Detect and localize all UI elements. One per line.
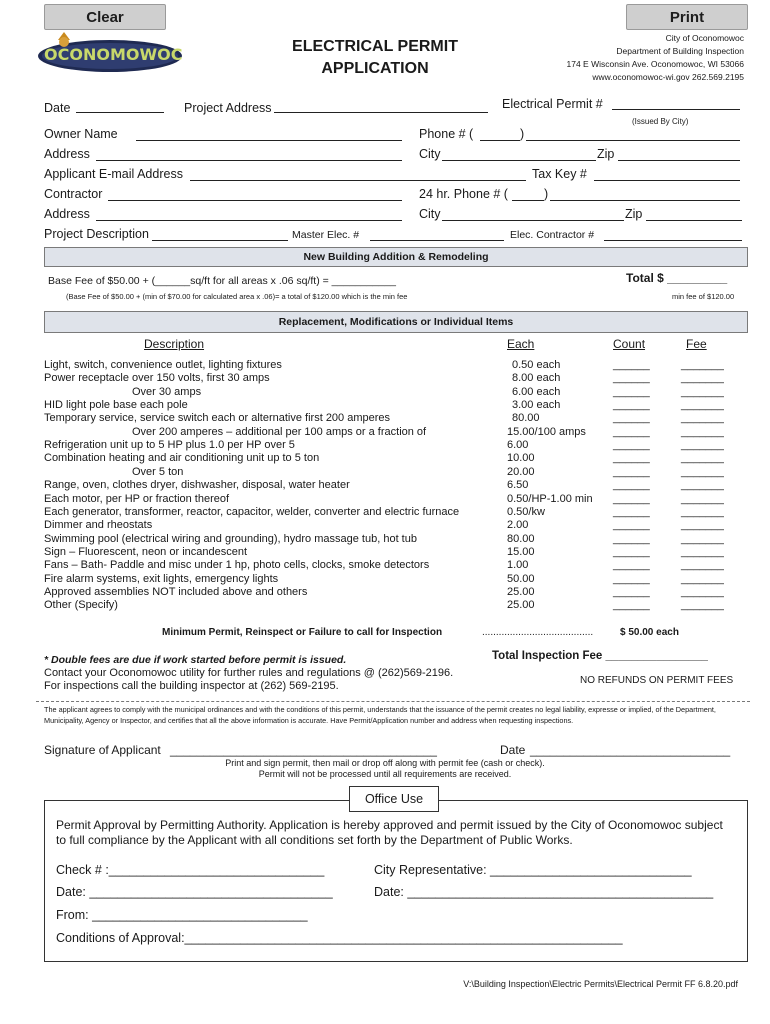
fee-item-fee[interactable]: _______ — [681, 519, 724, 532]
form-title — [280, 36, 470, 80]
master-elec-field[interactable] — [370, 240, 504, 241]
signature-date-line[interactable]: ______________________________ — [530, 743, 731, 757]
base-fee-note: (Base Fee of $50.00 + (min of $70.00 for calculated area x .06)= a total of $120.00 which is the min fee — [66, 292, 408, 301]
fee-item-fee[interactable]: _______ — [681, 492, 724, 505]
fee-item-count[interactable]: ______ — [613, 399, 650, 412]
zip-field[interactable] — [618, 160, 740, 161]
fee-item-fee[interactable]: _______ — [681, 385, 724, 398]
fee-item-description: Each generator, transformer, reactor, capacitor, welder, converter and electric furnace — [44, 505, 460, 518]
fee-item-each: 3.00 each — [512, 399, 561, 412]
signature-date-label: Date — [500, 743, 526, 757]
phone24-field[interactable] — [550, 200, 740, 201]
phone-field[interactable] — [526, 140, 740, 141]
fee-item-each: 6.00 — [507, 439, 529, 452]
office-date-field[interactable]: Date: ___________________________________ — [56, 885, 333, 899]
date-label: Date — [44, 101, 71, 115]
contractor-address-label: Address — [44, 207, 90, 221]
fee-item-count[interactable]: ______ — [613, 559, 650, 572]
fee-item-description: Each motor, per HP or fraction thereof — [44, 492, 230, 505]
fee-item-each: 1.00 — [507, 559, 529, 572]
address-label: Address — [44, 147, 90, 161]
fee-item-description: Over 200 amperes – additional per 100 amps or a fraction of — [132, 425, 427, 438]
project-description-label: Project Description — [44, 227, 149, 241]
approval-text: Permit Approval by Permitting Authority. Application is hereby approved and permit issued by the City of Oconomowoc subject to full compliance by the Applicant with all conditions set forth by the Department of Public Works. — [56, 818, 723, 847]
fee-item-description: Temporary service, service switch each or alternative first 200 amperes — [44, 412, 391, 425]
fee-item-count[interactable]: ______ — [613, 585, 650, 598]
city-address: 174 E Wisconsin Ave. Oconomowoc, WI 53066 — [566, 59, 744, 69]
fee-item-each: 0.50/HP-1.00 min — [507, 492, 593, 505]
fee-item-description: Fire alarm systems, exit lights, emergency lights — [44, 572, 279, 585]
signature-line[interactable]: ________________________________________ — [170, 743, 437, 757]
phone24-close: ) — [544, 187, 549, 201]
fee-item-fee[interactable]: _______ — [681, 465, 724, 478]
fee-item-each: 15.00 — [507, 545, 535, 558]
logo-text: OCONOMOWOC — [44, 45, 183, 64]
city-representative-field[interactable]: City Representative: _____________________________ — [374, 863, 692, 877]
fee-item-fee[interactable]: _______ — [681, 479, 724, 492]
project-address-field[interactable] — [274, 112, 488, 113]
from-field[interactable]: From: _______________________________ — [56, 908, 308, 922]
contractor-city-label: City — [419, 207, 441, 221]
electrical-permit-field[interactable] — [612, 109, 740, 110]
fee-item-description: Power receptacle over 150 volts, first 30 amps — [44, 372, 270, 385]
fee-item-count[interactable]: ______ — [613, 505, 650, 518]
fee-item-fee[interactable]: _______ — [681, 439, 724, 452]
owner-name-label: Owner Name — [44, 127, 118, 141]
fee-item-description: Range, oven, clothes dryer, dishwasher, disposal, water heater — [44, 479, 350, 492]
fee-item-fee[interactable]: _______ — [681, 359, 724, 371]
fee-item-each: 50.00 — [507, 572, 535, 585]
fee-item-count[interactable]: ______ — [613, 532, 650, 545]
fee-item-count[interactable]: ______ — [613, 452, 650, 465]
issued-by-note: (Issued By City) — [632, 117, 689, 126]
fee-item-description: Sign – Fluorescent, neon or incandescent — [44, 545, 248, 558]
fee-item-fee[interactable]: _______ — [681, 452, 724, 465]
replacement-header: Replacement, Modifications or Individual Items — [44, 311, 748, 333]
divider — [36, 701, 750, 702]
web-phone: www.oconomowoc-wi.gov 262.569.2195 — [592, 72, 744, 82]
contractor-field[interactable] — [108, 200, 402, 201]
min-fee-note: min fee of $120.00 — [672, 292, 735, 301]
signature-instructions — [0, 758, 770, 780]
new-building-header: New Building Addition & Remodeling — [44, 247, 748, 267]
new-building-total[interactable]: Total $ _________ — [626, 271, 728, 285]
office-use-title: Office Use — [349, 786, 439, 812]
title-line1: ELECTRICAL PERMIT — [292, 38, 458, 55]
fee-item-description: HID light pole base each pole — [44, 399, 188, 412]
phone-area-field[interactable] — [480, 140, 520, 141]
fee-item-count[interactable]: ______ — [613, 479, 650, 492]
check-number-field[interactable]: Check # :_______________________________ — [56, 863, 325, 877]
fee-item-count[interactable]: ______ — [613, 599, 650, 612]
instruction-1: Print and sign permit, then mail or drop off along with permit fee (cash or check). — [225, 758, 545, 768]
fee-item-each: 15.00/100 amps — [507, 425, 586, 438]
fee-item-count[interactable]: ______ — [613, 465, 650, 478]
file-path: V:\Building Inspection\Electric Permits\Electrical Permit FF 6.8.20.pdf — [463, 979, 738, 989]
elec-contractor-label: Elec. Contractor # — [510, 229, 595, 241]
city-logo — [36, 30, 184, 74]
fee-item-count[interactable]: ______ — [613, 439, 650, 452]
fee-item-fee[interactable]: _______ — [681, 412, 724, 425]
fee-item-description: Refrigeration unit up to 5 HP plus 1.0 per HP over 5 — [44, 439, 295, 452]
conditions-field[interactable]: Conditions of Approval:_______________________________________________________________ — [56, 931, 623, 945]
minimum-amount: $ 50.00 each — [620, 627, 679, 638]
contractor-zip-field[interactable] — [646, 220, 742, 221]
base-fee-text: Base Fee of $50.00 + (______sq/ft for all areas x .06 sq/ft) = ___________ — [48, 275, 396, 287]
fee-item-each: 6.50 — [507, 479, 529, 492]
fee-item-each: 6.00 each — [512, 385, 561, 398]
fee-item-count[interactable]: ______ — [613, 519, 650, 532]
fee-item-each: 25.00 — [507, 585, 535, 598]
fee-item-count[interactable]: ______ — [613, 385, 650, 398]
phone24-area-field[interactable] — [512, 200, 544, 201]
total-inspection-fee[interactable]: Total Inspection Fee ________________ — [492, 650, 708, 662]
department: Department of Building Inspection — [616, 46, 744, 56]
fee-item-fee[interactable]: _______ — [681, 532, 724, 545]
agreement-text: The applicant agrees to comply with the municipal ordinances and with the conditions of this permit, understands that the issuance of the permit creates no legal liability, expresse or implied, of the Department, Municipality, Agency or Inspector, and certifies that all the above information is accurate. Have Permit/Application number and address when requesting inspections. — [44, 705, 716, 725]
fee-item-each: 0.50 each — [512, 359, 561, 371]
minimum-dots: ........................................ — [482, 627, 594, 638]
title-line2: APPLICATION — [321, 60, 429, 77]
fee-item-count[interactable]: ______ — [613, 545, 650, 558]
tax-key-field[interactable] — [594, 180, 740, 181]
col-count: Count — [613, 337, 646, 351]
fee-item-description: Light, switch, convenience outlet, lighting fixtures — [44, 359, 282, 371]
fee-item-each: 8.00 each — [512, 372, 561, 385]
fee-item-description: Other (Specify) — [44, 599, 118, 612]
fee-item-fee[interactable]: _______ — [681, 559, 724, 572]
phone24-label: 24 hr. Phone # ( — [419, 187, 508, 201]
contact-note: Contact your Oconomowoc utility for further rules and regulations @ (262)569-2196. — [44, 667, 454, 679]
city-info — [567, 32, 745, 84]
phone-label: Phone # ( — [419, 127, 474, 141]
fee-item-count[interactable]: ______ — [613, 425, 650, 438]
office-date2-field[interactable]: Date: ____________________________________________ — [374, 885, 714, 899]
double-fees-note: * Double fees are due if work started before permit is issued. — [44, 654, 347, 666]
fee-item-fee[interactable]: _______ — [681, 545, 724, 558]
owner-name-field[interactable] — [136, 140, 402, 141]
contractor-address-field[interactable] — [96, 220, 402, 221]
fee-item-each: 80.00 — [512, 412, 540, 425]
fee-item-each: 10.00 — [507, 452, 535, 465]
address-field[interactable] — [96, 160, 402, 161]
fee-item-description: Approved assemblies NOT included above and others — [44, 585, 308, 598]
fee-item-each: 0.50/kw — [507, 505, 545, 518]
fee-item-fee[interactable]: _______ — [681, 585, 724, 598]
fee-item-description: Over 30 amps — [132, 385, 202, 398]
project-description-field[interactable] — [152, 240, 288, 241]
project-address-label: Project Address — [184, 101, 272, 115]
col-fee: Fee — [686, 337, 707, 351]
fee-item-description: Dimmer and rheostats — [44, 519, 153, 532]
signature-label: Signature of Applicant — [44, 743, 161, 757]
fee-item-each: 80.00 — [507, 532, 535, 545]
instruction-2: Permit will not be processed until all requirements are received. — [258, 769, 512, 779]
col-each: Each — [507, 337, 535, 351]
fee-item-count[interactable]: ______ — [613, 359, 650, 371]
city-field[interactable] — [442, 160, 596, 161]
fee-item-description: Fans – Bath- Paddle and misc under 1 hp, photo cells, clocks, smoke detectors — [44, 559, 430, 572]
email-field[interactable] — [190, 180, 526, 181]
date-field[interactable] — [76, 112, 164, 113]
clear-button[interactable]: Clear — [44, 4, 166, 30]
email-label: Applicant E-mail Address — [44, 167, 183, 181]
contractor-zip-label: Zip — [625, 207, 643, 221]
print-button[interactable]: Print — [626, 4, 748, 30]
phone-close: ) — [520, 127, 525, 141]
fee-item-count[interactable]: ______ — [613, 492, 650, 505]
fee-item-each: 20.00 — [507, 465, 535, 478]
fee-item-fee[interactable]: _______ — [681, 505, 724, 518]
fee-item-fee[interactable]: _______ — [681, 425, 724, 438]
fee-item-fee[interactable]: _______ — [681, 372, 724, 385]
fee-item-fee[interactable]: _______ — [681, 572, 724, 585]
fee-item-description: Combination heating and air conditioning unit up to 5 ton — [44, 452, 320, 465]
master-elec-label: Master Elec. # — [292, 229, 360, 241]
fee-item-description: Swimming pool (electrical wiring and grounding), hydro massage tub, hot tub — [44, 532, 417, 545]
fee-item-fee[interactable]: _______ — [681, 599, 724, 612]
zip-label: Zip — [597, 147, 615, 161]
no-refunds-note: NO REFUNDS ON PERMIT FEES — [580, 675, 734, 686]
fee-item-count[interactable]: ______ — [613, 412, 650, 425]
contractor-label: Contractor — [44, 187, 103, 201]
fee-item-fee[interactable]: _______ — [681, 399, 724, 412]
col-description: Description — [144, 337, 205, 351]
minimum-permit-label: Minimum Permit, Reinspect or Failure to call for Inspection — [162, 627, 443, 638]
tax-key-label: Tax Key # — [532, 167, 587, 181]
fee-item-each: 25.00 — [507, 599, 535, 612]
fee-item-count[interactable]: ______ — [613, 572, 650, 585]
fee-item-each: 2.00 — [507, 519, 529, 532]
city-name: City of Oconomowoc — [665, 33, 744, 43]
electrical-permit-label: Electrical Permit # — [502, 97, 603, 111]
inspections-note: For inspections call the building inspector at (262) 569-2195. — [44, 680, 339, 692]
fee-item-count[interactable]: ______ — [613, 372, 650, 385]
city-label: City — [419, 147, 441, 161]
elec-contractor-field[interactable] — [604, 240, 742, 241]
fee-item-description: Over 5 ton — [132, 465, 184, 478]
contractor-city-field[interactable] — [442, 220, 624, 221]
